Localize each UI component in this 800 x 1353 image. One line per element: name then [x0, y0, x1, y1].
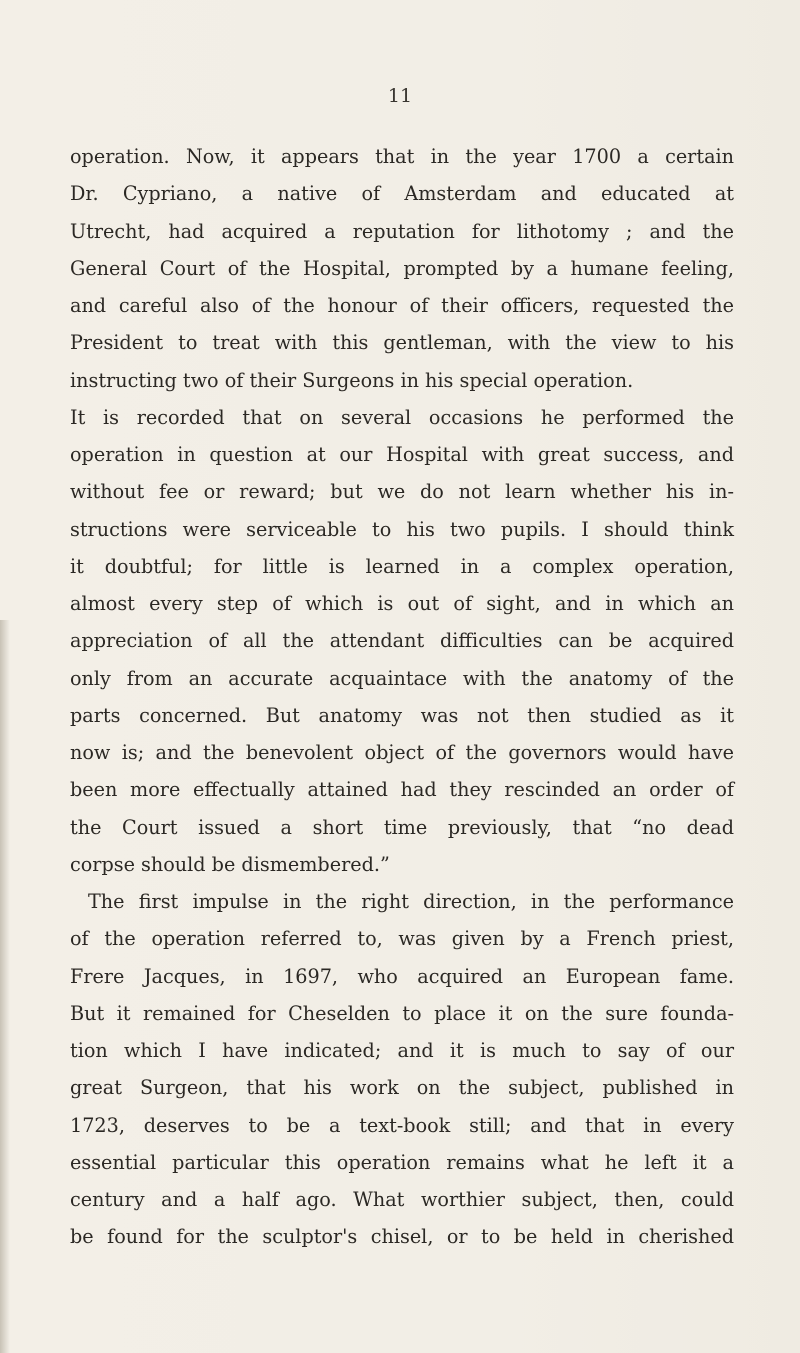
text-line: Utrecht, had acquired a reputation for lithotomy ; and the: [70, 219, 734, 243]
text-line: and careful also of the honour of their officers, requested the: [70, 294, 734, 317]
page-number: 11: [387, 85, 413, 107]
text-line: be found for the sculptor's chisel, or to be held in cherished: [70, 1225, 734, 1249]
text-line: essential particular this operation remains what he left it a: [70, 1150, 734, 1174]
text-line: 1723, deserves to be a text-book still; and that in every: [70, 1113, 734, 1137]
text-line: great Surgeon, that his work on the subject, published in: [70, 1076, 734, 1100]
text-line: operation in question at our Hospital with great success, and: [70, 443, 734, 466]
text-line: it doubtful; for little is learned in a complex operation,: [70, 554, 734, 578]
text-line: But it remained for Cheselden to place it on the sure founda-: [70, 1001, 734, 1025]
text-line: of the operation referred to, was given by a French priest,: [70, 927, 734, 951]
text-line: century and a half ago. What worthier subject, then, could: [70, 1188, 734, 1211]
text-line: General Court of the Hospital, prompted by a humane feeling,: [70, 256, 734, 280]
text-line: appreciation of all the attendant difficulties can be acquired: [70, 629, 734, 653]
text-line: parts concerned. But anatomy was not then studied as it: [70, 703, 734, 727]
text-line: now is; and the benevolent object of the governors would have: [70, 741, 734, 764]
text-line: the Court issued a short time previously, that “no dead: [70, 815, 734, 839]
text-line: almost every step of which is out of sight, and in which an: [70, 592, 734, 615]
text-line: without fee or reward; but we do not learn whether his in-: [70, 480, 734, 504]
text-line: operation. Now, it appears that in the year 1700 a certain: [70, 145, 734, 168]
text-line: President to treat with this gentleman, with the view to his: [70, 331, 734, 355]
text-line: instructing two of their Surgeons in his special operation.: [70, 368, 634, 392]
body-text: [70, 138, 734, 1256]
text-line: structions were serviceable to his two pupils. I should think: [70, 517, 734, 541]
text-line: It is recorded that on several occasions he performed the: [70, 405, 734, 429]
page-edge-shadow: [0, 620, 10, 1353]
text-line: Dr. Cypriano, a native of Amsterdam and educated at: [70, 182, 734, 206]
text-line: tion which I have indicated; and it is much to say of our: [70, 1039, 734, 1062]
text-line: been more effectually attained had they rescinded an order of: [70, 778, 734, 802]
text-line: only from an accurate acquaintace with the anatomy of the: [70, 666, 734, 690]
text-line: The first impulse in the right direction, in the performance: [88, 890, 734, 913]
text-line: Frere Jacques, in 1697, who acquired an European fame.: [70, 964, 734, 988]
text-line: corpse should be dismembered.”: [70, 852, 390, 876]
